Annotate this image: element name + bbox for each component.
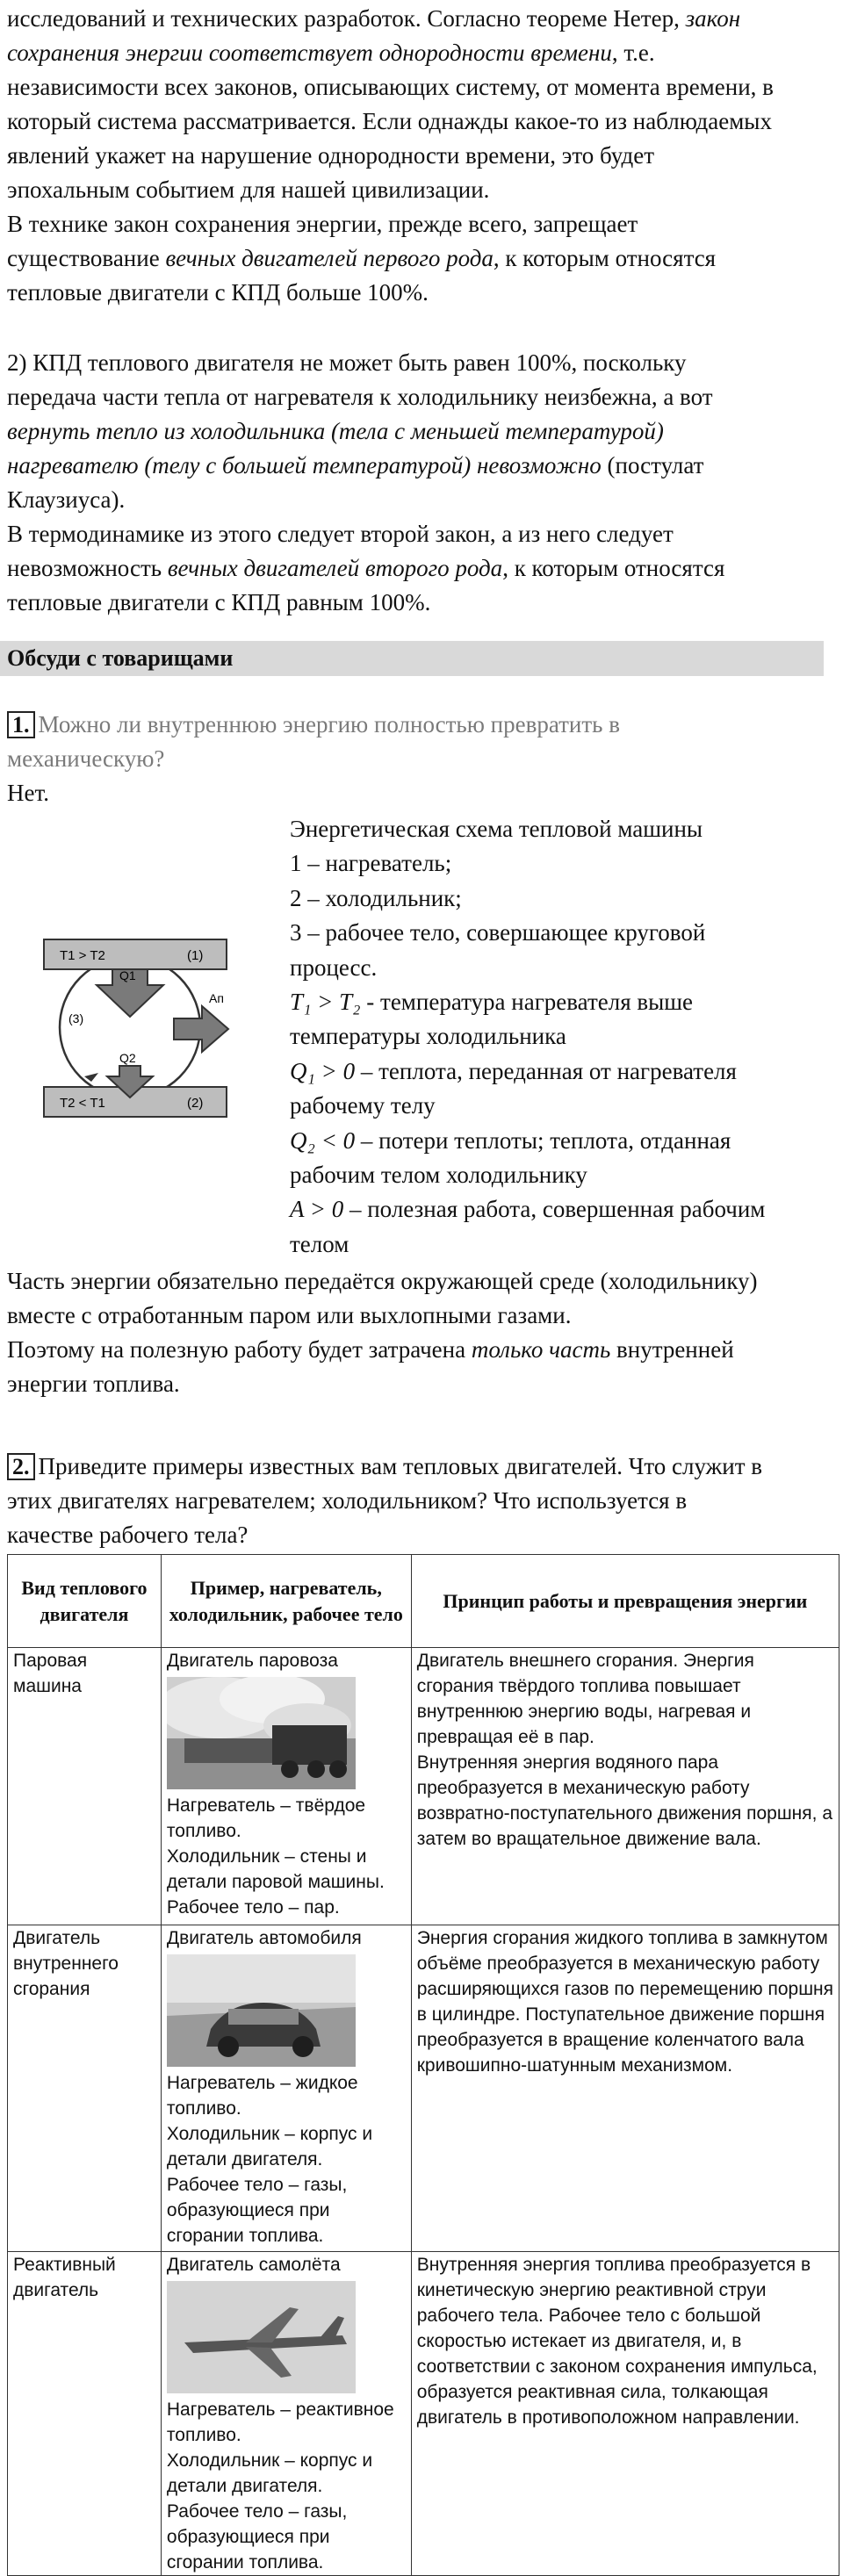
text: рабочему телу [290, 1092, 436, 1119]
question-text: Приведите примеры известных вам тепловых двигателей. Что служит в [38, 1453, 763, 1479]
cooler-label: T2 < T1 [60, 1096, 105, 1111]
text: (постулат [601, 452, 704, 479]
text: В термодинамике из этого следует второй закон, а из него следует [7, 521, 674, 547]
question-number: 1. [7, 711, 35, 738]
jet-plane-photo [167, 2281, 356, 2393]
table-row [8, 1925, 839, 2252]
heater-number: (1) [187, 948, 204, 963]
schema-item: процесс. [290, 953, 378, 981]
text: тепловые двигатели с КПД больше 100%. [7, 279, 429, 306]
example-title: Двигатель автомобиля [166, 1928, 362, 1948]
schema-item: 2 – холодильник; [290, 884, 462, 911]
heater-label: T1 > T2 [60, 948, 105, 963]
question-text: Можно ли внутреннюю энергию полностью превратить в [38, 711, 620, 738]
example-details: Нагреватель – реактивное топливо. Холодильник – корпус и детали двигателя. Рабочее тело – газы, образующиеся при сгорании топлива. [166, 2400, 394, 2572]
text: – потери теплоты; теплота, отданная [355, 1126, 731, 1154]
example-title: Двигатель самолёта [166, 2255, 341, 2275]
engines-table [7, 1554, 839, 2576]
question-text: качестве рабочего тела? [7, 1522, 249, 1548]
schema-item: 1 – нагреватель; [290, 850, 452, 877]
table-row [8, 1648, 839, 1925]
text: вместе с отработанным паром или выхлопными газами. [7, 1302, 572, 1328]
text: исследований и технических разработок. Согласно теореме Нетер, [7, 5, 686, 32]
text: который система рассматривается. Если однажды какое-то из наблюдаемых [7, 108, 772, 134]
text: тепловые двигатели с КПД равным 100%. [7, 589, 431, 615]
answer-text: Нет. [7, 780, 50, 806]
text: явлений укажет на нарушение однородности времени, это будет [7, 142, 655, 169]
schema-description [290, 812, 834, 1262]
text: независимости всех законов, описывающих систему, от момента времени, в [7, 74, 774, 100]
text: Клаузиуса). [7, 486, 126, 513]
cell-example [161, 1648, 411, 1925]
cell-principle: Двигатель внешнего сгорания. Энергия сгорания твёрдого топлива повышает внутреннюю энергию воды, нагревая и превращая её в пар. Внутренняя энергия водяного пара преобразуется в механическую работу возвратно-поступательного движения поршня, а затем во вращательное движение вала. [411, 1648, 839, 1925]
question-1 [7, 708, 828, 810]
header-type: Вид теплового двигателя [8, 1555, 162, 1648]
text: , к которым относятся [493, 245, 717, 271]
text: телом [290, 1230, 349, 1257]
work-label: Ап [209, 991, 224, 1005]
header-principle: Принцип работы и превращения энергии [411, 1555, 839, 1648]
cell-example [161, 2252, 411, 2576]
steam-locomotive-photo [167, 1677, 356, 1789]
question-text: этих двигателях нагревателем; холодильником? Что используется в [7, 1487, 688, 1514]
text: – теплота, переданная от нагревателя [355, 1057, 737, 1084]
text: - температура нагревателя выше [360, 989, 694, 1016]
text: Поэтому на полезную работу будет затрачена [7, 1336, 472, 1363]
table-header-row [8, 1555, 839, 1648]
intro-paragraph [7, 2, 828, 310]
schema-item: 3 – рабочее тело, совершающее круговой [290, 919, 706, 946]
point2-paragraph [7, 346, 828, 620]
circle-arrowhead [84, 1073, 98, 1082]
cooler-number: (2) [187, 1096, 204, 1111]
text: передача части тепла от нагревателя к холодильнику неизбежна, а вот [7, 384, 713, 410]
cell-type: Двигатель внутреннего сгорания [8, 1925, 162, 2252]
cell-principle: Энергия сгорания жидкого топлива в замкнутом объёме преобразуется в механическую работу расширяющихся газов по перемещению поршня в цилиндре. Поступательное движение поршня преобразуется в вращение коленчатого вала кривошипно-шатунным механизмом. [411, 1925, 839, 2252]
text-italic: нагревателю (телу с большей температурой) невозможно [7, 452, 602, 479]
text: эпохальным событием для нашей цивилизации. [7, 176, 490, 203]
text: существование [7, 245, 166, 271]
cell-type: Реактивный двигатель [8, 2252, 162, 2576]
cell-example [161, 1925, 411, 2252]
text: , к которым относятся [502, 555, 725, 581]
text-italic: вечных двигателей второго рода [167, 555, 503, 581]
after-paragraph [7, 1264, 828, 1401]
text-italic: сохранения энергии соответствует однородности времени [7, 40, 612, 66]
question-number: 2. [7, 1453, 35, 1480]
q2-label: Q2 [119, 1051, 136, 1065]
cell-principle: Внутренняя энергия топлива преобразуется в кинетическую энергию реактивной струи рабочего тела. Рабочее тело с большой скоростью истекает из двигателя, и, в соответствии с законом сохранения импульса, образуется реактивная сила, толкающая двигатель в противоположном направлении. [411, 2252, 839, 2576]
text: , т.е. [611, 40, 655, 66]
text: внутренней [610, 1336, 734, 1363]
section-heading: Обсуди с товарищами [0, 641, 824, 676]
body-label: (3) [68, 1011, 84, 1025]
question-2 [7, 1450, 828, 1552]
formula: Q₁ > 0 [290, 1057, 356, 1084]
text: В технике закон сохранения энергии, прежде всего, запрещает [7, 211, 638, 237]
text-italic: вечных двигателей первого рода [165, 245, 494, 271]
example-title: Двигатель паровоза [166, 1651, 338, 1671]
text: рабочим телом холодильнику [290, 1162, 587, 1189]
q1-label: Q1 [119, 968, 136, 982]
example-details: Нагреватель – жидкое топливо. Холодильник – корпус и детали двигателя. Рабочее тело – газы, образующиеся при сгорании топлива. [166, 2073, 373, 2246]
formula: A > 0 [290, 1196, 344, 1223]
cell-type: Паровая машина [8, 1648, 162, 1925]
text: энергии топлива. [7, 1371, 180, 1397]
text-italic: вернуть тепло из холодильника (тела с меньшей температурой) [7, 418, 664, 444]
heat-engine-diagram [7, 913, 244, 1150]
text-italic: только часть [471, 1336, 611, 1363]
text: Часть энергии обязательно передаётся окружающей среде (холодильнику) [7, 1268, 758, 1294]
formula: Q₂ < 0 [290, 1126, 356, 1154]
text: температуры холодильника [290, 1023, 566, 1050]
schema-title: Энергетическая схема тепловой машины [290, 816, 703, 842]
header-example: Пример, нагреватель, холодильник, рабочее тело [161, 1555, 411, 1648]
question-text: механическую? [7, 745, 165, 772]
text: – полезная работа, совершенная рабочим [343, 1196, 766, 1223]
work-arrow [174, 1006, 228, 1052]
car-photo [167, 1954, 356, 2067]
formula: T₁ > T₂ [290, 989, 361, 1016]
text: невозможность [7, 555, 168, 581]
example-details: Нагреватель – твёрдое топливо. Холодильник – стены и детали паровой машины. Рабочее тело – пар. [166, 1795, 385, 1918]
table-row [8, 2252, 839, 2576]
text: 2) КПД теплового двигателя не может быть равен 100%, поскольку [7, 349, 687, 376]
text-italic: закон [685, 5, 741, 32]
